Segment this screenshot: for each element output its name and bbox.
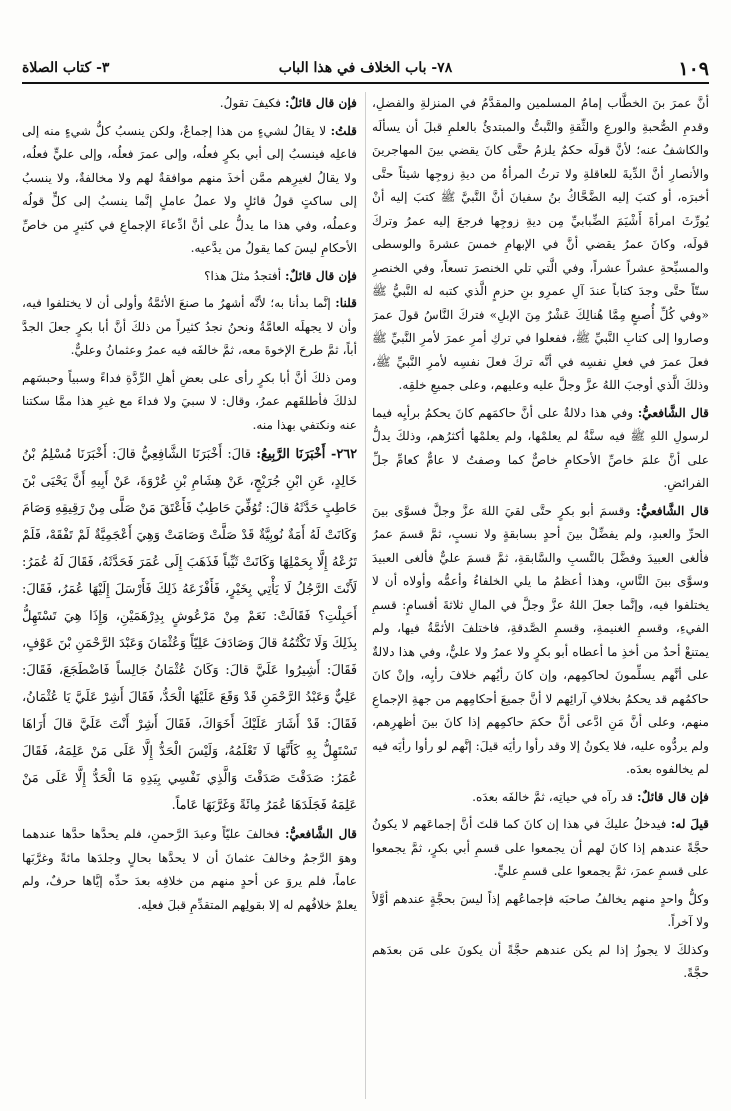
paragraph: [372, 402, 709, 496]
paragraph: [22, 120, 357, 261]
page-header: [22, 58, 709, 84]
paragraph: [372, 888, 709, 935]
right-column: [372, 92, 709, 1099]
paragraph-lead: قلتُ:: [330, 123, 357, 138]
paragraph: [22, 265, 357, 289]
paragraph-lead: فإن قال قائلٌ:: [284, 96, 357, 110]
book-title: ٣- كتاب الصلاة: [22, 60, 110, 76]
column-divider: [365, 92, 366, 1099]
paragraph-text: أفتجدُ مثلَ هذا؟: [204, 268, 282, 283]
hadith-number: ٢٦٢- أَخْبَرَنَا الرَّبِيعُ:: [256, 447, 357, 462]
paragraph: [22, 292, 357, 363]
paragraph: [372, 813, 709, 884]
left-column: [22, 92, 357, 1099]
paragraph-text: وفي هذا دلالةٌ على أنَّ حاكمَهم كانَ يحكمُ برأيِه فيما لرسولِ اللهِ ﷺ فيه سنَّةٌ لم يعلمْها، ولم يعلمْها أكثرُهم، وذلكَ يدلُّ على أنَّ علمَ خاصِّ الأحكامِ خاصٌّ كما وصفتُ لا عامٌّ كعامِّ جلِّ الفرائضِ.: [372, 405, 709, 490]
paragraph-lead: قلنا:: [335, 296, 357, 310]
paragraph-text: فخالفَ عليّاً وعبدَ الرَّحمنِ، فلم يحدَّها حدَّها عندهما وهوَ الرَّجمُ وخالفَ عثمانَ أن لا يحدَّها بحالٍ وجلدَها مائةً وغرَّبَها عاماً، فلم يروَ عن أحدٍ منهم من خلافِه بعدَ حدِّه إيَّاها حرفٌ، ولم يعلمْ خلافُهم له إلا بقولِهم المتقدِّمِ قبلَ فعلِه.: [22, 827, 357, 912]
paragraph-text: أنَّ عمرَ بنَ الخطَّاب إمامُ المسلمين والمقدَّمُ في المنزلةِ والفضلِ، وقدمِ الصُّحبةِ والورعِ والثِّقةِ والتَّبتُّ والمبتدئُ بالعلمِ قبلَ أن يسألَه والكاشفُ عنه؛ لأنَّ قولَه حكمٌ يلزمُ حتَّى كانَ يقضي بينَ المهاجرينَ والأنصارِ أنَّ الدِّيةَ للعاقلةِ ولا ترثُ المرأةُ من ديةِ زوجِها شيئاً حتَّى أخبرَه، أو كتبَ إليه الضَّحَّاكُ بنُ سفيانَ أنَّ النَّبيَّ ﷺ كتبَ إليه أنْ يُورِّثَ امرأةَ أَشْيَمَ الضِّبابيِّ مِن ديةِ زوجِها فرجعَ إليه عمرُ وتركَ قولَه، وكانَ عمرُ يقضي أنَّ في الإبهامِ خمسَ عشرةَ والوسطى والمسبِّحةِ عشراً عشراً، وفي الَّتي تلي الخنصرَ تسعاً، وفي الخنصرِ ستّاً حتَّى وجدَ كتاباً عندَ آلِ عمرِو بنِ حزمٍ الَّذي كتبه له النَّبيُّ ﷺ «وفي كُلِّ أُصبعٍ مِمَّا هُنالِكَ عَشْرٌ مِنَ الإبلِ» فتركَ النَّاسُ قولَ عمرَ وصاروا إلى كتابِ النَّبيِّ ﷺ، ففعلوا في تركِ أمرِ عمرَ لأمرِ النَّبيِّ ﷺ فعلَ عمرَ في فعلِ نفسِه في أنَّه تركَ فعلَ نفسِه لأمرِ النَّبيِّ ﷺ، وذلكَ الَّذي أوجبَ اللهُ عزَّ وجلَّ عليه وعليهم، وعلى جميعِ خلقِه.: [372, 96, 709, 392]
paragraph: [22, 92, 357, 116]
paragraph: [372, 500, 709, 782]
hadith-text: قالَ: أَخْبَرَنَا الشَّافِعِيُّ قالَ: أَخْبَرَنَا مُسْلِمُ بْنُ خَالِدٍ، عَنِ ابْنِ جُرَيْجٍ، عَنْ هِشَامِ بْنِ عُرْوَةَ، عَنْ أَبِيهِ أَنَّ يَحْيَى بْنَ حَاطِبٍ حَدَّثَهُ قالَ: تُوُفِّيَ حَاطِبٌ فَأَعْتَقَ مَنْ صَلَّى مِنْ رَقِيقِهِ وَصَامَ وَكَانَتْ لَهُ أَمَةٌ نُوبِيَّةٌ قَدْ صَلَّتْ وَصَامَتْ وَهِيَ أَعْجَمِيَّةٌ لَمْ تَفْقَهْ، فَلَمْ تَرُعْهُ إِلَّا بِحَمْلِهَا وَكَانَتْ ثَيِّباً فَذَهَبَ إِلَى عُمَرَ فَحَدَّثَهُ، فَقَالَ لَهُ عُمَرُ: لَأَنْتَ الرَّجُلُ لَا يَأْتِي بِخَيْرٍ، فَأَفْزَعَهُ ذَلِكَ فَأَرْسَلَ إِلَيْهَا عُمَرُ، فَقَالَ: أَحَبِلْتِ؟ فَقَالَتْ: نَعَمْ مِنْ مَرْعُوشٍ بِدِرْهَمَيْنِ، وَإِذَا هِيَ تَسْتَهِلُّ بِذَلِكَ وَلَا تَكْتُمُهُ قالَ وَصَادَفَ عَلِيّاً وَعُثْمَانَ وَعَبْدَ الرَّحْمَنِ بْنَ عَوْفٍ، فَقَالَ: أَشِيرُوا عَلَيَّ قالَ: وَكَانَ عُثْمَانُ جَالِساً فَاضْطَجَعَ، فَقَالَ: عَلِيٌّ وَعَبْدُ الرَّحْمَنِ قَدْ وَقَعَ عَلَيْهَا الْحَدُّ، فَقَالَ أَشِرْ عَلَيَّ يَا عُثْمَانُ، فَقَالَ: قَدْ أَشَارَ عَلَيْكَ أَخَوَاكَ، فَقَالَ أَشِرْ أَنْتَ عَلَيَّ قالَ أَرَاهَا تَسْتَهِلُّ بِهِ كَأَنَّهَا لَا تَعْلَمُهُ، وَلَيْسَ الْحَدُّ إِلَّا عَلَى مَنْ عَلِمَهُ، فَقَالَ عُمَرُ: صَدَقْتَ صَدَقْتَ وَالَّذِي نَفْسِي بِيَدِهِ مَا الْحَدُّ إِلَّا عَلَى مَنْ عَلِمَهُ فَجَلَدَهَا عُمَرُ مِائَةً وَغَرَّبَهَا عَاماً.: [22, 447, 357, 813]
chapter-title: ٧٨- باب الخلاف في هذا الباب: [278, 60, 453, 76]
paragraph-text: فكيفَ تقولُ.: [219, 96, 282, 110]
paragraph-text: إنَّما بدأنا به؛ لأنَّه أشهرُ ما صنعَ الأئمَّةُ وأولى أن لا يختلفوا فيه، وأن لا يجهلَه العامَّةُ ونحنُ نجدُ كثيراً من ذلكَ أنَّ أبا بكرٍ جعلَ الجدَّ أباً، ثمَّ طرحَ الإخوةَ معه، ثمَّ خالفَه فيه عمرُ وعثمانُ وعليٌّ.: [22, 296, 357, 357]
paragraph: [372, 786, 709, 810]
paragraph-text: ومن ذلكَ أنَّ أبا بكرٍ رأى على بعضِ أهلِ الرِّدَّةِ فداءً وسبياً وحبسَهم لذلكَ فأطلقَهم عمرُ، وقال: لا سبيَ ولا فداءَ مع غيرِ هذا ممَّا سكتنا عنه ونكتفي بهذا منه.: [22, 370, 357, 432]
paragraph: [22, 823, 357, 917]
paragraph-text: لا يقالُ لشيءٍ من هذا إجماعٌ، ولكن ينسبُ كلُّ شيءٍ منه إلى فاعلِه فينسبُ إلى أبي بكرٍ فعلُه، وإلى عمرَ فعلُه، وإلى عليٍّ فعلُه، ولا يقالُ لغيرِهم ممَّن أخذَ منهم موافقةٌ لهم ولا مخالفةٌ، ولا ينسبُ إلى ساكتٍ قولُ قائلٍ ولا عملُ عاملٍ إنَّما ينسبُ إلى كلٍّ قولُه وعملُه، وفي هذا ما يدلُّ على أنَّ ادِّعاءَ الإجماعِ في كثيرٍ من خاصِّ الأحكامِ ليسَ كما يقولُ من يدَّعيه.: [22, 123, 357, 255]
paragraph-lead: قال الشَّافعيُّ:: [636, 503, 709, 518]
paragraph-text: وكذلكَ لا يجوزُ إذا لم يكن عندهم حجَّةً أن يكونَ على مَن بعدَهم حجَّةً.: [372, 942, 709, 980]
paragraph-text: قد رآه في حياتِه، ثمَّ خالفَه بعدَه.: [472, 789, 634, 804]
paragraph: [22, 367, 357, 438]
paragraph: [372, 92, 709, 398]
paragraph-text: فيدخلُ عليكَ في هذا إن كانَ كما قلتَ أنَّ إجماعَهم لا يكونُ حجَّةً عندهم إذا كانَ لهم أن يجمعوا على قسمِ أبي بكرٍ، ثمَّ يجمعوا على قسمِ عمرَ، ثمَّ يجمعوا على قسمِ عليٍّ.: [372, 817, 709, 878]
page-number: ١٠٩: [678, 58, 709, 80]
hadith-paragraph: [22, 441, 357, 819]
paragraph-text: وكلُّ واحدٍ منهم يخالفُ صاحبَه فإجماعُهم إذاً ليسَ بحجَّةٍ عندهم أوَّلاً ولا آخراً.: [372, 891, 709, 929]
paragraph-text: وقسمَ أبو بكرٍ حتَّى لقيَ اللهَ عزَّ وجلَّ فسوَّى بينَ الحرِّ والعبدِ، ولم يفضِّلْ بينَ أحدٍ بسابقةٍ ولا نسبٍ، ثمَّ قسمَ عمرُ فألغى العبيدَ وفضَّلَ بالنَّسبِ والسَّابقةِ، ثمَّ قسمَ عليٌّ فألغى العبيدَ وسوَّى بينَ النَّاسِ، وهذا أعظمُ ما يلي الخلفاءُ وأعمُّه وأولاه أن لا يختلفوا فيه، وإنَّما جعلَ اللهُ عزَّ وجلَّ في المالِ ثلاثةَ أقسامٍ: قسمِ الفيءِ، وقسمِ الغنيمةِ، وقسمِ الصَّدقةِ، فاختلفَ الأئمَّةُ فيها، ولم يمتنعْ أحدٌ من أخذِ ما أعطاه أبو بكرٍ ولا عمرُ ولا عليٌّ، وفي هذا دلالةٌ على أنَّهم يسلِّمونَ لحاكمِهم، وإن كانَ رأيُهم خلافَ رأيِه، وإنْ كانَ حاكمُهم قد يحكمُ بخلافِ آرائِهم لا أنَّ جميعَ أحكامِهم من جهةِ الإجماعِ منهم، وعلى أنَّ مَنِ ادَّعى أنَّ حكمَ حاكمِهم إذا كانَ بينَ أظهرِهم، ولم يردُّوه عليه، فلا يكونُ إلا وقد رأوا رأيَه قيلَ: إنَّهم لو رأوا رأيَه فيه لم يخالفوه بعدَه.: [372, 503, 709, 776]
paragraph: [372, 939, 709, 986]
paragraph-lead: فإن قال قائلٌ:: [636, 789, 709, 804]
paragraph-lead: قال الشَّافعيُّ:: [637, 405, 709, 420]
paragraph-lead: فإن قال قائلٌ:: [284, 268, 357, 283]
paragraph-lead: قال الشَّافعيُّ:: [285, 827, 357, 841]
paragraph-lead: قيلَ له:: [670, 817, 709, 831]
